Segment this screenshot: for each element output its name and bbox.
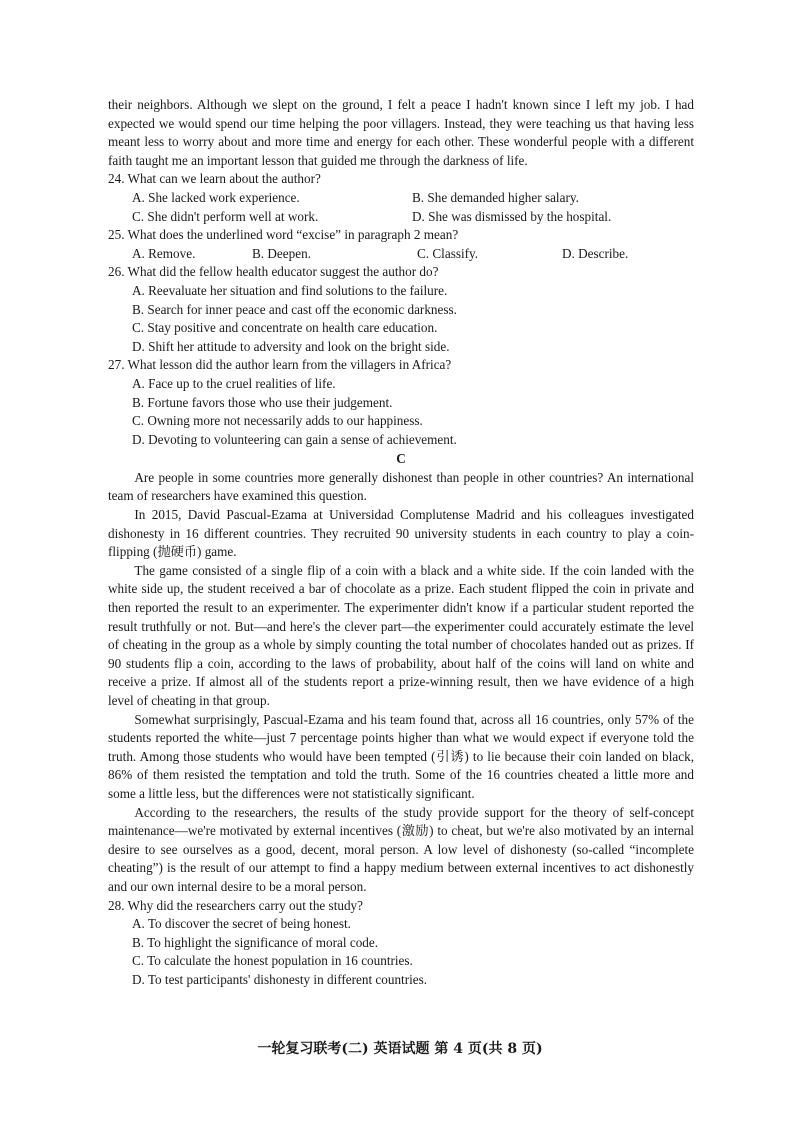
option-b: B. Deepen. <box>252 245 311 261</box>
option-b: B. Fortune favors those who use their judgement. <box>132 394 393 410</box>
option-a: A. She lacked work experience. <box>132 189 300 205</box>
question-stem: 28. Why did the researchers carry out the study? <box>108 897 363 913</box>
option-a: A. To discover the secret of being honest. <box>132 916 351 932</box>
option-a: A. Remove. <box>132 245 196 261</box>
passage-c-paragraph-1: Are people in some countries more generally dishonest than people in other countries? An international team of researchers have examined this question. <box>108 469 694 504</box>
option-d: D. Describe. <box>562 245 629 261</box>
option-c: C. Classify. <box>417 245 479 261</box>
question-24 <box>108 170 694 226</box>
question-26 <box>108 263 694 356</box>
option-c: C. Owning more not necessarily adds to our happiness. <box>132 413 423 429</box>
passage-c-paragraph-2: In 2015, David Pascual-Ezama at Universidad Complutense Madrid and his colleagues investigated dishonesty in 16 different countries. They recruited 90 university students in each country to play a coin-flipping (抛硬币) game. <box>108 507 694 560</box>
option-b: B. Search for inner peace and cast off the economic darkness. <box>132 301 457 317</box>
option-d: D. Shift her attitude to adversity and look on the bright side. <box>132 338 450 354</box>
section-c-heading: C <box>396 451 406 467</box>
passage-b-ending: their neighbors. Although we slept on the ground, I felt a peace I hadn't known since I left my job. I had expected we would spend our time helping the poor villagers. Instead, they were teaching us that having less meant less to worry about and more time and energy for each other. These wonderful people with a different faith taught me an important lesson that guided me through the darkness of life. <box>108 97 694 168</box>
option-b: B. She demanded higher salary. <box>412 189 579 205</box>
option-a: A. Face up to the cruel realities of life. <box>132 375 336 391</box>
passage-c-paragraph-4: Somewhat surprisingly, Pascual-Ezama and his team found that, across all 16 countries, only 57% of the students reported the white—just 7 percentage points higher than what we would expect if everyone told the truth. Among those students who would have been tempted (引诱) to lie because their coin landed on black, 86% of them resisted the temptation and told the truth. Some of the 16 countries cheated a little more and some a little less, but the differences were not statistically significant. <box>108 711 694 801</box>
option-d: D. Devoting to volunteering can gain a sense of achievement. <box>132 431 457 447</box>
option-c: C. She didn't perform well at work. <box>132 208 319 224</box>
option-a: A. Reevaluate her situation and find solutions to the failure. <box>132 282 448 298</box>
option-d: D. To test participants' dishonesty in different countries. <box>132 971 428 987</box>
question-28 <box>108 897 694 990</box>
question-stem: 24. What can we learn about the author? <box>108 171 321 187</box>
option-c: C. Stay positive and concentrate on health care education. <box>132 320 438 336</box>
passage-c-paragraph-5: According to the researchers, the results of the study provide support for the theory of self-concept maintenance—we're motivated by external incentives (激励) to cheat, but we're also motivated by an internal desire to see ourselves as a good, decent, moral person. A low level of dishonesty (so-called “incomplete cheating”) is the result of our attempt to find a happy medium between external incentives to act dishonestly and our own internal desire to be a moral person. <box>108 804 694 894</box>
passage-c-paragraph-3: The game consisted of a single flip of a coin with a black and a white side. If the coin landed with the white side up, the student received a bar of chocolate as a prize. Each student flipped the coin in private and then reported the result to an experimenter. The experimenter didn't know if a particular student reported the result truthfully or not. But—and here's the clever part—the experimenter could accurately estimate the level of cheating in the group as a whole by simply counting the total number of chocolates handed out as prizes. If 90 students flip a coin, according to the laws of probability, about half of the coins will land on white and receive a prize. If almost all of the students report a prize-winning result, then we have evidence of a high level of cheating in that group. <box>108 562 694 708</box>
question-stem: 25. What does the underlined word “excise” in paragraph 2 mean? <box>108 227 459 243</box>
page-footer: 一轮复习联考(二) 英语试题 第 4 页(共 8 页) <box>257 1041 543 1057</box>
question-27 <box>108 356 694 449</box>
question-stem: 26. What did the fellow health educator suggest the author do? <box>108 264 439 280</box>
question-25 <box>108 226 694 263</box>
option-b: B. To highlight the significance of moral code. <box>132 934 379 950</box>
page-content <box>108 96 694 990</box>
option-c: C. To calculate the honest population in 16 countries. <box>132 953 413 969</box>
question-stem: 27. What lesson did the author learn from the villagers in Africa? <box>108 357 452 373</box>
option-d: D. She was dismissed by the hospital. <box>412 208 612 224</box>
